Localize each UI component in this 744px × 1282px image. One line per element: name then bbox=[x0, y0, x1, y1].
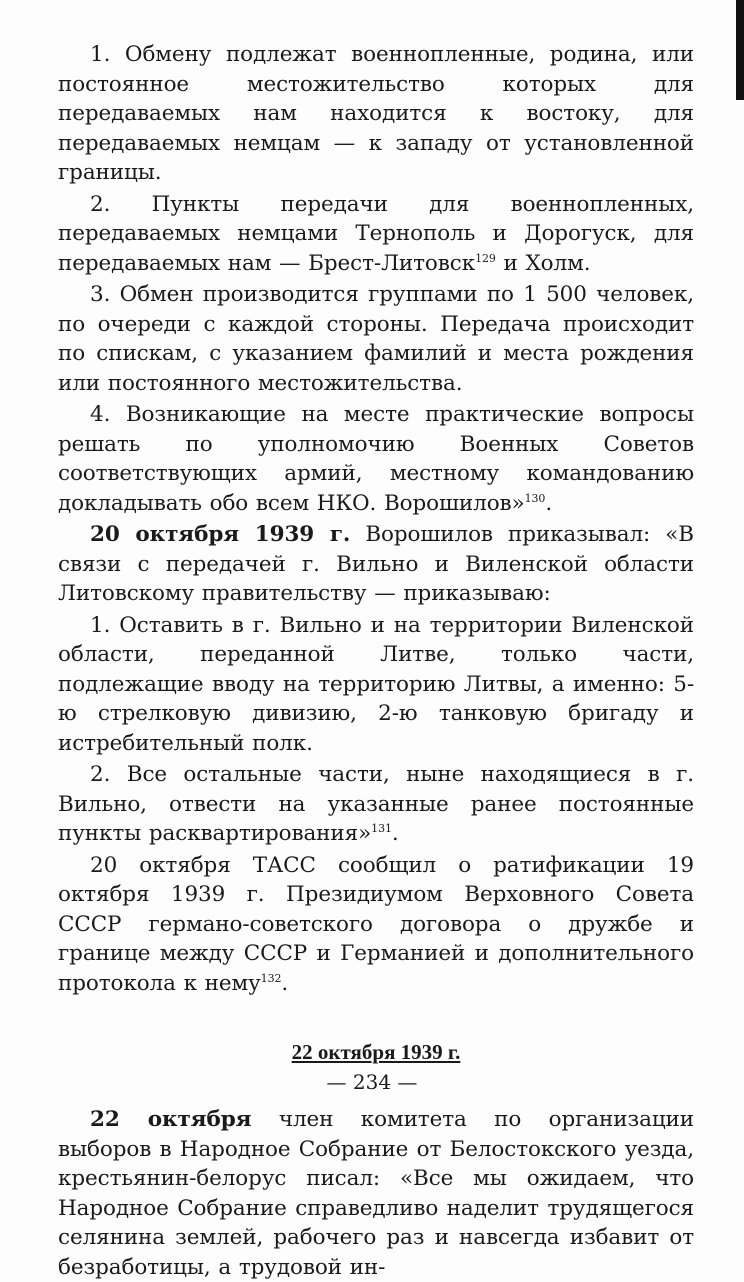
bold-date: 20 октября 1939 г. bbox=[90, 522, 351, 547]
paragraph-tail: . bbox=[281, 970, 289, 996]
paragraph bbox=[58, 520, 694, 609]
paragraph-text: 1. Оставить в г. Вильно и на территории Виленской области, переданной Литве, только части, подлежащие вводу на территорию Литвы, а именно: 5-ю стрелковую дивизию, 2-ю танковую бригаду и истребительный полк. bbox=[58, 612, 694, 756]
section-heading: 22 октября 1939 г. bbox=[291, 1040, 461, 1064]
paragraph bbox=[58, 280, 694, 398]
paragraph-text: 4. Возникающие на месте практические вопросы решать по уполномочию Военных Советов соответствующих армий, местному командованию докладывать обо всем НКО. Ворошилов» bbox=[58, 402, 694, 516]
text-block bbox=[58, 40, 694, 998]
paragraph-text: Ворошилов приказывал: «В связи с передачей г. Вильно и Виленской области Литовскому правительству — приказываю: bbox=[58, 522, 694, 606]
footnote-ref: 129 bbox=[475, 251, 496, 265]
scan-edge-mark bbox=[736, 0, 744, 100]
bold-date: 22 октября bbox=[90, 1107, 252, 1132]
footnote-ref: 130 bbox=[524, 491, 546, 505]
paragraph bbox=[58, 400, 694, 518]
paragraph-text: 3. Обмен производится группами по 1 500 человек, по очереди с каждой стороны. Передача происходит по спискам, с указанием фамилий и места рождения или постоянного местожительства. bbox=[58, 282, 694, 396]
paragraph-text: 2. Все остальные части, ныне находящиеся в г. Вильно, отвести на указанные ранее постоянные пункты расквартирования» bbox=[58, 762, 694, 846]
paragraph-text: член комитета по организации выборов в Народное Собрание от Белостокского уезда, крестьянин-белорус писал: «Все мы ожидаем, что Народное Собрание справедливо наделит трудящегося селянина землей, рабочего раз и навсегда избавит от безработицы, а трудовой ин- bbox=[58, 1107, 695, 1280]
paragraph bbox=[58, 760, 694, 849]
paragraph bbox=[58, 40, 694, 188]
paragraph bbox=[58, 1105, 694, 1282]
page-body bbox=[58, 40, 694, 1282]
paragraph bbox=[58, 851, 694, 999]
paragraph-tail: . bbox=[391, 821, 399, 846]
paragraph-text: 20 октября ТАСС сообщил о ратификации 19 октября 1939 г. Президиумом Верховного Совета СССР германо-советского договора о дружбе и границе между СССР и Германией и дополнительного протокола к нему bbox=[58, 852, 694, 996]
paragraph bbox=[58, 190, 694, 279]
paragraph-tail: и Холм. bbox=[495, 250, 591, 276]
footnote-ref: 132 bbox=[260, 971, 282, 985]
paragraph-tail: . bbox=[545, 490, 553, 516]
page-number: — 234 — bbox=[326, 1070, 418, 1094]
paragraph-text: 2. Пункты передачи для военнопленных, передаваемых немцами Тернополь и Дорогуск, для передаваемых нам — Брест-Литовск bbox=[58, 191, 694, 276]
paragraph-text: 1. Обмену подлежат военнопленные, родина, или постоянное местожительство которых для передаваемых нам находится к востоку, для передаваемых немцам — к западу от установленной границы. bbox=[58, 42, 694, 185]
text-block bbox=[58, 1105, 694, 1282]
paragraph bbox=[58, 611, 694, 759]
footnote-ref: 131 bbox=[371, 822, 392, 835]
